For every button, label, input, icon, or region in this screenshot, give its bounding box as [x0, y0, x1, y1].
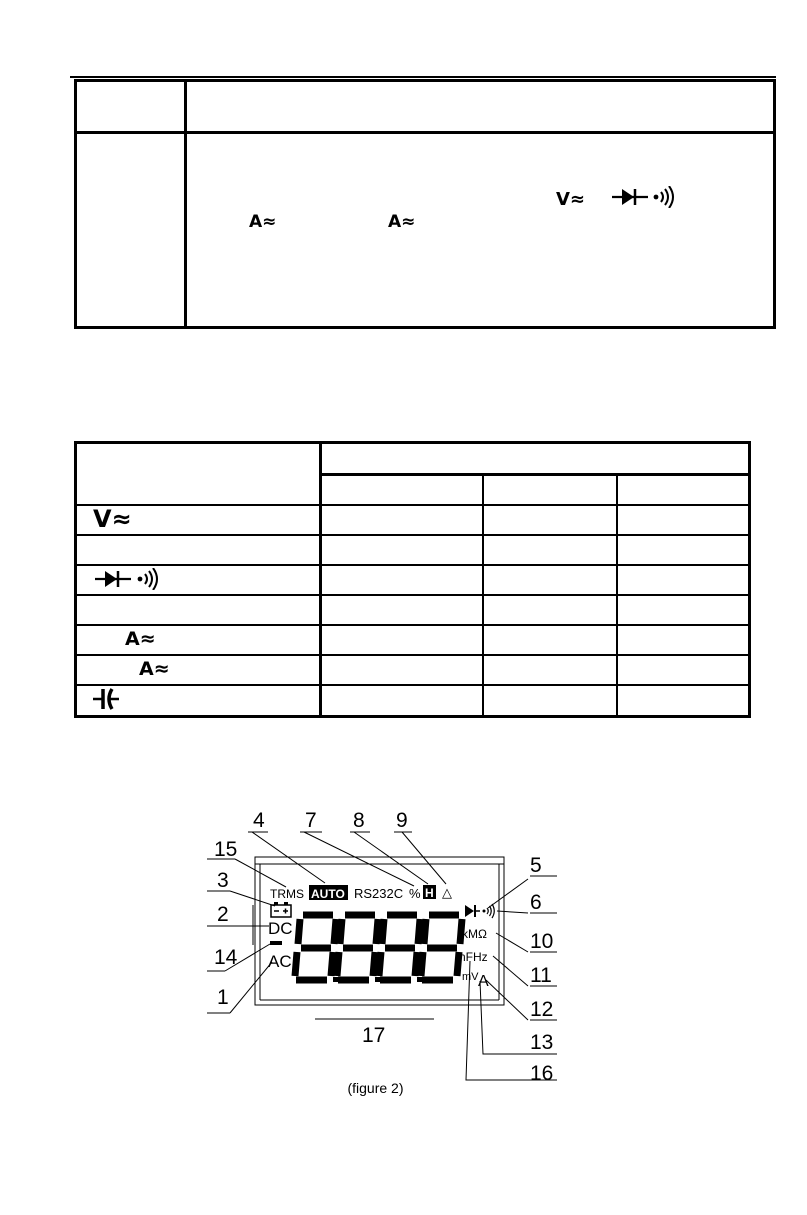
- callout-7: 7: [305, 809, 317, 832]
- percent-indicator: %: [409, 886, 421, 901]
- callout-9: 9: [396, 809, 408, 832]
- callout-16: 16: [530, 1062, 554, 1085]
- row-symbol-volt: V≈: [93, 505, 132, 533]
- diode-indicator-icon: [465, 905, 480, 917]
- volt-ac-dc-symbol: V≈: [556, 189, 586, 210]
- kmohm-indicator: kMΩ: [462, 927, 487, 941]
- callout-11: 11: [530, 964, 552, 987]
- callout-13: 13: [530, 1031, 554, 1054]
- auto-indicator: AUTO: [311, 887, 345, 901]
- hold-indicator: H: [425, 886, 434, 900]
- callout-15: 15: [214, 838, 238, 861]
- nfhz-indicator: nFHz: [459, 950, 488, 964]
- callout-8: 8: [353, 809, 365, 832]
- mv-indicator: mV: [462, 971, 479, 983]
- callout-6: 6: [530, 891, 542, 914]
- amp-indicator: A: [478, 973, 489, 990]
- trms-indicator: TRMS: [270, 887, 304, 901]
- callout-3: 3: [217, 869, 229, 892]
- callout-10: 10: [530, 930, 554, 953]
- callout-14: 14: [214, 946, 238, 969]
- callout-2: 2: [217, 903, 229, 926]
- ac-indicator: AC: [268, 952, 292, 971]
- amp-symbol-1: A≈: [249, 212, 277, 232]
- figure-caption: [0, 1080, 807, 1096]
- callout-5: 5: [530, 854, 542, 877]
- callout-1: 1: [217, 986, 229, 1009]
- row-symbol-amp-1: A≈: [125, 628, 156, 650]
- lcd-digits: [295, 915, 462, 980]
- amp-symbol-2: A≈: [388, 212, 416, 232]
- delta-indicator: △: [442, 885, 452, 900]
- continuity-indicator-icon: [483, 904, 495, 918]
- rs232c-indicator: RS232C: [354, 886, 404, 901]
- callout-12: 12: [530, 998, 554, 1021]
- dc-indicator: DC: [268, 919, 293, 938]
- minus-indicator: [270, 941, 282, 945]
- row-symbol-amp-2: A≈: [139, 658, 170, 680]
- battery-icon: [271, 902, 291, 917]
- figure-caption-text: (figure 2): [347, 1080, 404, 1096]
- callout-4: 4: [253, 809, 265, 832]
- callout-17: 17: [362, 1024, 386, 1047]
